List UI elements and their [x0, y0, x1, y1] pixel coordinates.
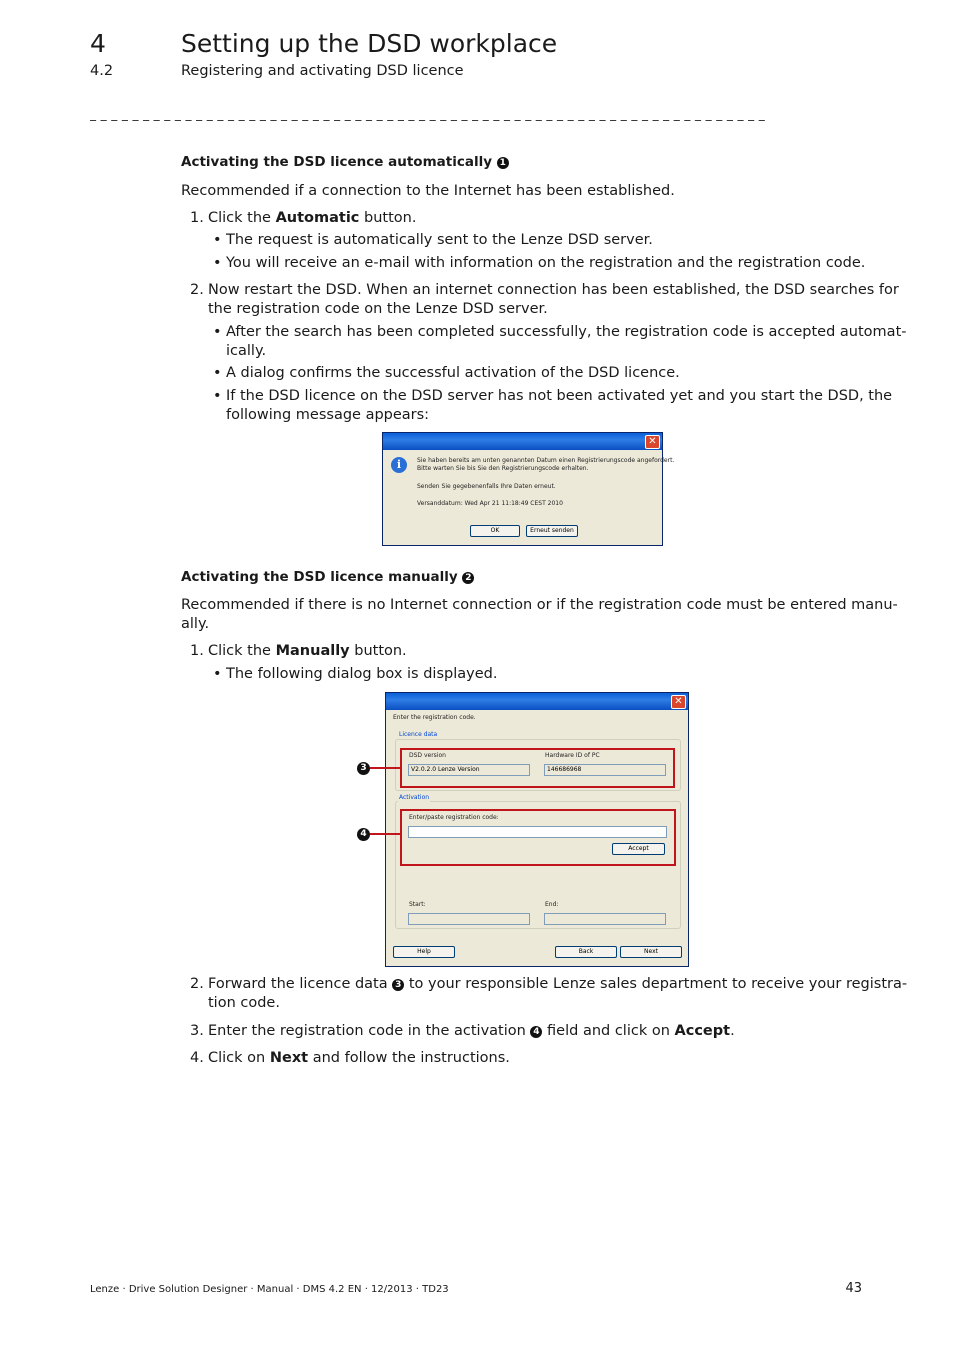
info-icon: i [391, 457, 407, 473]
next-term: Next [269, 1050, 309, 1066]
manual-intro-line1: Recommended if there is no Internet connection or if the registration code must be entered manu- [181, 597, 898, 613]
manually-term: Manually [275, 643, 350, 659]
manual-step2-line2: tion code. [208, 995, 280, 1011]
auto-step2-line1: Now restart the DSD. When an internet connection has been established, the DSD searches for [208, 282, 899, 298]
marker-2: 2 [462, 572, 474, 584]
manual-step3-number: 3. [190, 1023, 204, 1039]
auto-step2-bullet1-line1: After the search has been completed successfully, the registration code is accepted automat- [226, 324, 907, 340]
auto-step1-bullet2: You will receive an e-mail with information on the registration and the registration code. [226, 255, 866, 271]
start-label: Start: [409, 901, 426, 908]
chapter-number: 4 [90, 29, 106, 58]
dialog1-line4: Versanddatum: Wed Apr 21 11:18:49 CEST 2010 [417, 500, 563, 507]
hardware-id-label: Hardware ID of PC [545, 752, 600, 759]
info-dialog-screenshot [382, 432, 675, 546]
auto-step2-bullet1-line2: ically. [226, 343, 267, 359]
auto-step2-bullet2: A dialog confirms the successful activation of the DSD licence. [226, 365, 680, 381]
marker-4: 4 [530, 1026, 542, 1038]
auto-heading-text: Activating the DSD licence automatically [181, 154, 493, 170]
marker-3: 3 [392, 979, 404, 991]
callout-3: 3 [357, 762, 370, 775]
manual-step3-text [208, 1022, 735, 1041]
manual-step4-text [208, 1049, 510, 1068]
dialog-titlebar [383, 433, 662, 450]
auto-step2-bullet3-line2: following message appears: [226, 407, 430, 423]
manual-step2-pre: Forward the licence data [208, 976, 393, 992]
help-button[interactable]: Help [393, 946, 455, 958]
close-icon[interactable]: ✕ [645, 435, 660, 449]
dialog1-line2: Bitte warten Sie bis Sie den Registrierungscode erhalten. [417, 465, 589, 472]
section-title: Registering and activating DSD licence [181, 63, 464, 79]
bullet: • [213, 232, 222, 248]
manual-heading-text: Activating the DSD licence manually [181, 569, 458, 585]
ok-button[interactable]: OK [470, 525, 520, 537]
manual-step2-number: 2. [190, 976, 204, 992]
bullet: • [213, 666, 222, 682]
back-button[interactable]: Back [555, 946, 617, 958]
next-button[interactable]: Next [620, 946, 682, 958]
bullet: • [213, 324, 222, 340]
accept-button[interactable]: Accept [612, 843, 665, 855]
header-separator: _ _ _ _ _ _ _ _ _ _ _ _ _ _ _ _ _ _ _ _ _ _ _ _ _ _ _ _ _ _ _ _ _ _ _ _ _ _ _ _ _ _ _ _ _ _ _ _ _ _ _ _ _ _ _ _ _ _ _ _ _ _ _ _ [90, 107, 766, 121]
auto-step2-line2: the registration code on the Lenze DSD server. [208, 301, 548, 317]
auto-step1-bullet1: The request is automatically sent to the Lenze DSD server. [226, 232, 653, 248]
manual-step2-post: to your responsible Lenze sales department to receive your registra- [404, 976, 908, 992]
dialog1-line3: Senden Sie gegebenenfalls Ihre Daten erneut. [417, 483, 556, 490]
dsd-version-field: V2.0.2.0 Lenze Version [408, 764, 530, 776]
licence-data-highlight [400, 748, 675, 788]
bullet: • [213, 388, 222, 404]
page-number: 43 [845, 1281, 862, 1296]
manual-step4-pre: Click on [208, 1050, 270, 1066]
manual-step4-number: 4. [190, 1050, 204, 1066]
chapter-title: Setting up the DSD workplace [181, 29, 558, 58]
hardware-id-field: 146686968 [544, 764, 666, 776]
manual-step1-post: button. [349, 643, 407, 659]
auto-step2-number: 2. [190, 282, 204, 298]
marker-1: 1 [497, 157, 509, 169]
registration-dialog-screenshot [385, 692, 689, 967]
manual-step1-bullet1: The following dialog box is displayed. [226, 666, 498, 682]
manual-step3-mid: field and click on [542, 1023, 675, 1039]
manual-step3-post: . [730, 1023, 735, 1039]
manual-step1-number: 1. [190, 643, 204, 659]
activation-highlight [400, 809, 676, 866]
activation-label: Activation [399, 794, 430, 801]
manual-step1-text [208, 642, 407, 661]
end-field [544, 913, 666, 925]
paste-code-label: Enter/paste registration code: [409, 814, 499, 821]
callout-4: 4 [357, 828, 370, 841]
bullet: • [213, 255, 222, 271]
resend-button[interactable]: Erneut senden [526, 525, 578, 537]
auto-step1-post: button. [359, 210, 417, 226]
close-icon[interactable]: ✕ [671, 695, 686, 709]
auto-intro: Recommended if a connection to the Internet has been established. [181, 183, 675, 199]
start-field [408, 913, 530, 925]
auto-step1-pre: Click the [208, 210, 276, 226]
manual-step2-line1 [208, 975, 907, 994]
manual-step3-pre: Enter the registration code in the activation [208, 1023, 531, 1039]
footer-text: Lenze · Drive Solution Designer · Manual · DMS 4.2 EN · 12/2013 · TD23 [90, 1284, 449, 1295]
auto-step1-number: 1. [190, 210, 204, 226]
end-label: End: [545, 901, 559, 908]
manual-step4-post: and follow the instructions. [308, 1050, 510, 1066]
dialog1-line1: Sie haben bereits am unten genannten Datum einen Registrierungscode angefordert. [417, 457, 675, 464]
licence-data-label: Licence data [399, 731, 438, 738]
callout-3-line [370, 767, 400, 769]
automatic-term: Automatic [275, 210, 360, 226]
manual-heading [181, 569, 474, 585]
auto-step1-text [208, 209, 416, 228]
accept-term: Accept [674, 1023, 731, 1039]
dialog2-prompt: Enter the registration code. [393, 714, 476, 721]
dialog-titlebar [386, 693, 688, 710]
auto-heading [181, 154, 509, 170]
dsd-version-label: DSD version [409, 752, 446, 759]
bullet: • [213, 365, 222, 381]
auto-step2-bullet3-line1: If the DSD licence on the DSD server has not been activated yet and you start the DSD, the [226, 388, 893, 404]
manual-intro-line2: ally. [181, 616, 210, 632]
manual-step1-pre: Click the [208, 643, 276, 659]
callout-4-line [370, 833, 400, 835]
section-number: 4.2 [90, 63, 114, 79]
